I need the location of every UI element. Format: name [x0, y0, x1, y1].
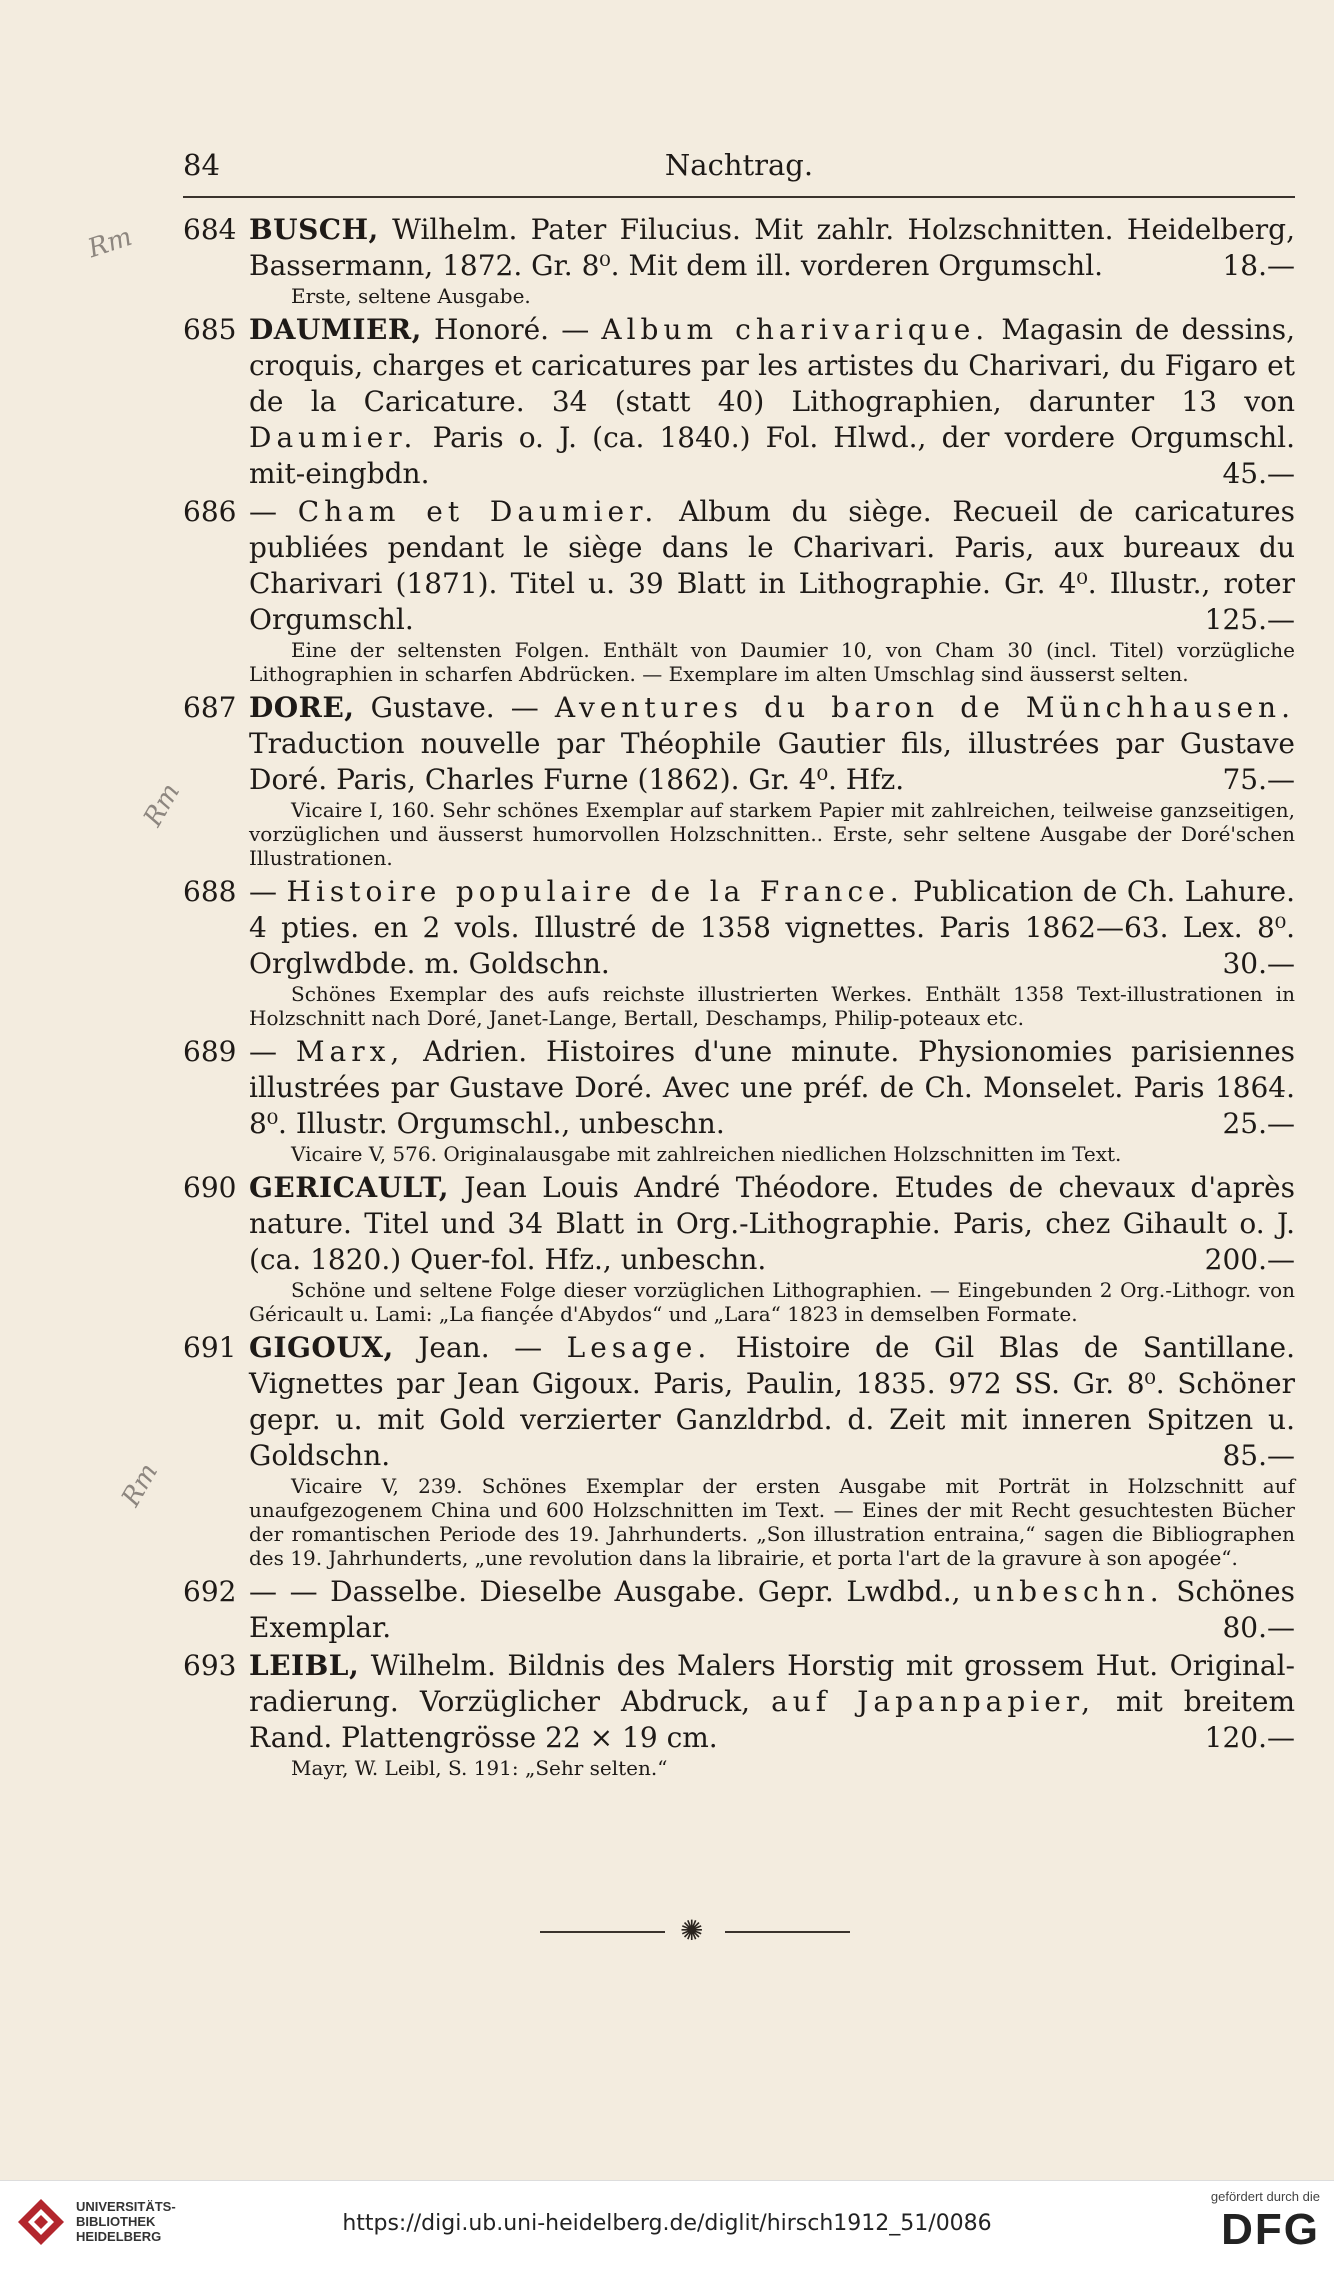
- entry-note: Vicaire V, 239. Schönes Exemplar der ersten Ausgabe mit Porträt in Holzschnitt auf unaufgezogenem China und 600 Holzschnitten im Text. — Eines der mit Recht gesuchtesten Bücher der romantischen Periode des 19. Jahrhunderts. „Son illustration entraina,“ sagen die Bibliographen des 19. Jahrhunderts, „une revolution dans la librairie, et porta l'art de la gravure à son apogée“.: [249, 1474, 1295, 1570]
- catalog-entry: [183, 494, 1295, 686]
- entry-name: DORE,: [249, 691, 355, 724]
- entry-note: Eine der seltensten Folgen. Enthält von Daumier 10, von Cham 30 (incl. Titel) vorzügliche Lithographien in scharfen Abdrücken. — Exemplare im alten Umschlag sind äusserst selten.: [249, 638, 1295, 686]
- entry-text: GIGOUX, Jean. — Lesage. Histoire de Gil Blas de Santillane. Vignettes par Jean Gigoux. Paris, Paulin, 1835. 972 SS. Gr. 8⁰. Schöner gepr. u. mit Gold verzierter Ganzldrbd. d. Zeit mit inneren Spitzen u. Goldschn. 85.—: [249, 1331, 1295, 1472]
- entry-text: LEIBL, Wilhelm. Bildnis des Malers Horstig mit grossem Hut. Original-radierung. Vorzüglicher Abdruck, auf Japanpapier, mit breitem Rand. Plattengrösse 22 × 19 cm. 120.—: [249, 1649, 1295, 1754]
- entry-price: 85.—: [1222, 1439, 1295, 1472]
- entry-note: Vicaire V, 576. Originalausgabe mit zahlreichen niedlichen Holzschnitten im Text.: [291, 1142, 1122, 1166]
- catalog-entry: [183, 312, 1295, 492]
- lot-number: 686: [183, 495, 237, 528]
- lot-number: 691: [183, 1331, 237, 1364]
- entry-note: Erste, seltene Ausgabe.: [291, 284, 531, 308]
- catalog-entry: [183, 212, 1295, 308]
- entry-text: — Cham et Daumier. Album du siège. Recueil de caricatures publiées pendant le siège dans le Charivari. Paris, aux bureaux du Charivari (1871). Titel u. 39 Blatt in Lithographie. Gr. 4⁰. Illustr., roter Orgumschl. 125.—: [249, 495, 1295, 636]
- viewer-footer: [0, 2180, 1334, 2271]
- entry-name: DAUMIER,: [249, 313, 422, 346]
- catalog-entry: [183, 874, 1295, 1030]
- entry-note: Mayr, W. Leibl, S. 191: „Sehr selten.“: [291, 1756, 668, 1780]
- lot-number: 692: [183, 1575, 237, 1608]
- entry-price: 200.—: [1204, 1243, 1295, 1276]
- catalog-entries: [183, 212, 1295, 1784]
- catalog-entry: [183, 1330, 1295, 1570]
- entry-text: DORE, Gustave. — Aventures du baron de Münchhausen. Traduction nouvelle par Théophile Gautier fils, illustrées par Gustave Doré. Paris, Charles Furne (1862). Gr. 4⁰. Hfz. 75.—: [249, 691, 1295, 796]
- entry-price: 125.—: [1204, 603, 1295, 636]
- catalog-entry: [183, 690, 1295, 870]
- lot-number: 693: [183, 1649, 237, 1682]
- running-head: [183, 148, 1295, 194]
- entry-text: — Histoire populaire de la France. Publication de Ch. Lahure. 4 pties. en 2 vols. Illustré de 1358 vignettes. Paris 1862—63. Lex. 8⁰. Orglwdbde. m. Goldschn. 30.—: [249, 875, 1296, 980]
- header-rule: [183, 196, 1295, 198]
- ornament-star-icon: ✺: [680, 1914, 704, 1947]
- lot-number: 685: [183, 313, 237, 346]
- sponsor-caption: gefördert durch die: [1210, 2189, 1320, 2204]
- entry-price: 25.—: [1222, 1107, 1295, 1140]
- page-number: 84: [183, 148, 220, 182]
- entry-name: GIGOUX,: [249, 1331, 394, 1364]
- page-title: Nachtrag.: [664, 148, 814, 182]
- entry-price: 75.—: [1222, 763, 1295, 796]
- lot-number: 689: [183, 1035, 237, 1068]
- catalog-entry: [183, 1170, 1295, 1326]
- entry-text: DAUMIER, Honoré. — Album charivarique. Magasin de dessins, croquis, charges et caricatures par les artistes du Charivari, du Figaro et de la Caricature. 34 (statt 40) Lithographien, darunter 13 von Daumier. Paris o. J. (ca. 1840.) Fol. Hlwd., der vordere Orgumschl. mit-eingbdn. 45.—: [249, 313, 1295, 490]
- handwritten-annotation: Rm: [84, 221, 136, 265]
- sponsor-block: [1211, 2189, 1320, 2256]
- document-url[interactable]: https://digi.ub.uni-heidelberg.de/diglit/hirsch1912_51/0086: [342, 2211, 992, 2236]
- ornament-rule: [725, 1931, 850, 1933]
- dfg-logo: DFG: [1221, 2205, 1320, 2254]
- entry-price: 80.—: [1222, 1611, 1295, 1644]
- entry-name: LEIBL,: [249, 1649, 360, 1682]
- ornament-rule: [540, 1931, 665, 1933]
- catalog-entry: [183, 1648, 1295, 1780]
- entry-name: GERICAULT,: [249, 1171, 449, 1204]
- entry-note: Schöne und seltene Folge dieser vorzüglichen Lithographien. — Eingebunden 2 Org.-Lithogr. von Géricault u. Lami: „La fiançée d'Abydos“ und „Lara“ 1823 in demselben Formate.: [249, 1278, 1295, 1326]
- handwritten-annotation: Rm: [116, 1458, 165, 1512]
- entry-price: 18.—: [1222, 249, 1295, 282]
- lot-number: 688: [183, 875, 237, 908]
- entry-text: — Marx, Adrien. Histoires d'une minute. Physionomies parisiennes illustrées par Gustave Doré. Avec une préf. de Ch. Monselet. Paris 1864. 8⁰. Illustr. Orgumschl., unbeschn. 25.—: [249, 1035, 1296, 1140]
- entry-text: GERICAULT, Jean Louis André Théodore. Etudes de chevaux d'après nature. Titel und 34 Blatt in Org.-Lithographie. Paris, chez Gihault o. J. (ca. 1820.) Quer-fol. Hfz., unbeschn. 200.—: [249, 1171, 1295, 1276]
- lot-number: 684: [183, 213, 237, 246]
- lot-number: 687: [183, 691, 237, 724]
- handwritten-annotation: Rm: [138, 778, 187, 832]
- entry-note: Schönes Exemplar des aufs reichste illustrierten Werkes. Enthält 1358 Text-illustrationen in Holzschnitt nach Doré, Janet-Lange, Bertall, Deschamps, Philip-poteaux etc.: [249, 982, 1295, 1030]
- entry-price: 30.—: [1222, 947, 1295, 980]
- lot-number: 690: [183, 1171, 237, 1204]
- entry-name: BUSCH,: [249, 213, 379, 246]
- entry-price: 120.—: [1204, 1721, 1295, 1754]
- end-ornament: [540, 1914, 850, 1947]
- entry-note: Vicaire I, 160. Sehr schönes Exemplar auf starkem Papier mit zahlreichen, teilweise ganzseitigen, vorzüglichen und äusserst humorvollen Holzschnitten.. Erste, sehr seltene Ausgabe der Doré'schen Illustrationen.: [249, 798, 1295, 870]
- catalog-entry: [183, 1034, 1295, 1166]
- institution-name: UNIVERSITÄTS- BIBLIOTHEK HEIDELBERG: [76, 2199, 176, 2244]
- entry-text: BUSCH, Wilhelm. Pater Filucius. Mit zahlr. Holzschnitten. Heidelberg, Bassermann, 1872. Gr. 8⁰. Mit dem ill. vorderen Orgumschl. 18.—: [249, 213, 1295, 282]
- entry-text: — — Dasselbe. Dieselbe Ausgabe. Gepr. Lwdbd., unbeschn. Schönes Exemplar. 80.—: [249, 1575, 1295, 1644]
- entry-price: 45.—: [1222, 457, 1295, 490]
- catalog-entry: [183, 1574, 1295, 1646]
